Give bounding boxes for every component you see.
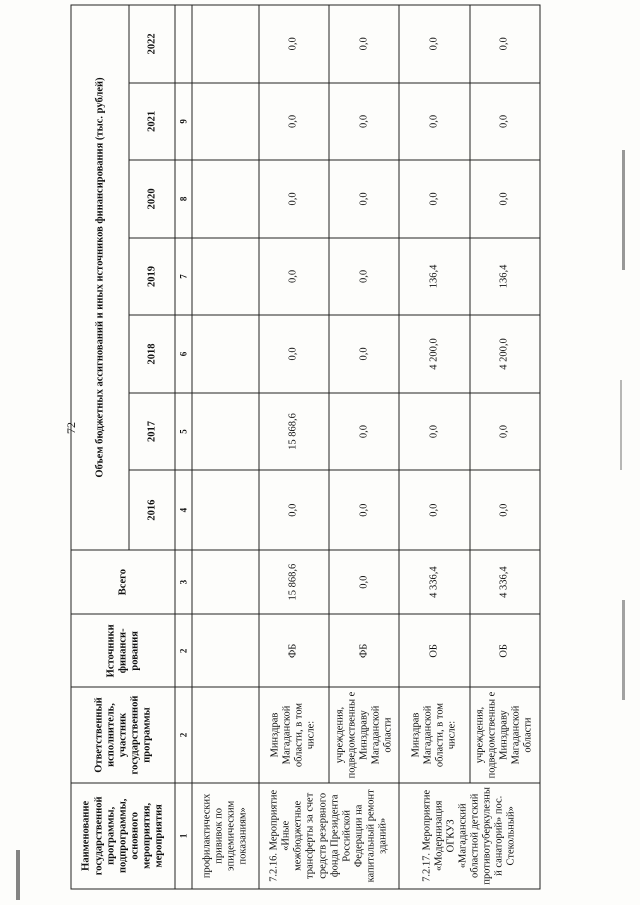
- scan-artifact: [622, 600, 625, 700]
- row-value: 0,0: [259, 160, 329, 238]
- column-number: 1: [175, 783, 192, 889]
- column-number: 4: [175, 470, 192, 550]
- row-value: [192, 5, 258, 83]
- column-number: 5: [175, 393, 192, 471]
- row-value: 0,0: [399, 470, 469, 550]
- column-number: [175, 5, 192, 83]
- row-total: 0,0: [329, 550, 399, 614]
- row-executor: Минздрав Магаданской области, в том числе:: [399, 687, 469, 782]
- row-value: 0,0: [329, 393, 399, 471]
- budget-table: [71, 5, 541, 890]
- header-year: 2021: [129, 83, 175, 161]
- row-value: 136,4: [470, 238, 540, 316]
- row-value: 0,0: [329, 160, 399, 238]
- budget-table-wrapper: [71, 5, 541, 890]
- scan-artifact: [16, 850, 20, 900]
- row-value: [192, 393, 258, 471]
- row-value: 0,0: [259, 5, 329, 83]
- row-value: [192, 238, 258, 316]
- table-row: [259, 5, 329, 889]
- row-source: ОБ: [470, 614, 540, 687]
- row-value: 0,0: [259, 83, 329, 161]
- column-number: 3: [175, 550, 192, 614]
- row-value: 0,0: [259, 315, 329, 393]
- header-source: Источники финанси-рования: [71, 614, 175, 687]
- scan-artifact: [620, 380, 622, 470]
- row-value: [192, 315, 258, 393]
- header-year: 2022: [129, 5, 175, 83]
- column-number: 2: [175, 687, 192, 782]
- column-number: 8: [175, 160, 192, 238]
- row-value: 0,0: [399, 83, 469, 161]
- row-value: 4 200,0: [470, 315, 540, 393]
- column-number-row: [175, 5, 192, 889]
- row-value: 4 200,0: [399, 315, 469, 393]
- table-row: [470, 5, 540, 889]
- table-row: [399, 5, 469, 889]
- row-value: 0,0: [329, 5, 399, 83]
- row-value: 0,0: [399, 160, 469, 238]
- page-number: 72: [64, 422, 78, 434]
- table-row: [329, 5, 399, 889]
- row-value: 0,0: [329, 83, 399, 161]
- row-executor: учреждения, подведомственны е Минздраву Магаданской области: [329, 687, 399, 782]
- row-value: [192, 83, 258, 161]
- row-value: 0,0: [329, 470, 399, 550]
- column-number: 2: [175, 614, 192, 687]
- row-source: [192, 614, 258, 687]
- table-row: [192, 5, 258, 889]
- row-executor: учреждения, подведомственны е Минздраву Магаданской области: [470, 687, 540, 782]
- row-name: 7.2.16. Мероприятие «Иные межбюджетные трансферты за счет средств резервного фонда Президента Российской Федерации на капитальный ремонт зданий»: [259, 783, 400, 889]
- row-value: 0,0: [399, 5, 469, 83]
- scan-artifact: [622, 150, 625, 270]
- row-value: 15 868,6: [259, 393, 329, 471]
- row-total: [192, 550, 258, 614]
- header-year: 2019: [129, 238, 175, 316]
- header-executor: Ответственный исполнитель, участник государственной программы: [71, 687, 175, 782]
- header-year: 2017: [129, 393, 175, 471]
- row-total: 4 336,4: [399, 550, 469, 614]
- row-total: 15 868,6: [259, 550, 329, 614]
- row-value: 0,0: [329, 238, 399, 316]
- row-executor: [192, 687, 258, 782]
- row-executor: Минздрав Магаданской области, в том числе:: [259, 687, 329, 782]
- row-value: 0,0: [329, 315, 399, 393]
- row-value: 136,4: [399, 238, 469, 316]
- row-value: [192, 160, 258, 238]
- header-name: Наименование государственной программы, подпрограммы, основного мероприятия, мероприятия: [71, 783, 175, 889]
- row-source: ОБ: [399, 614, 469, 687]
- row-value: 0,0: [259, 238, 329, 316]
- header-year: 2018: [129, 315, 175, 393]
- header-group: Объем бюджетных ассигнований и иных источников финансирования (тыс. рублей): [71, 5, 129, 550]
- row-name: профилактических прививок по эпидемическим показаниям»: [192, 783, 258, 889]
- column-number: 7: [175, 238, 192, 316]
- column-number: 6: [175, 315, 192, 393]
- row-value: 0,0: [470, 160, 540, 238]
- row-value: 0,0: [470, 5, 540, 83]
- header-year: 2016: [129, 470, 175, 550]
- row-name: 7.2.17. Мероприятие «Модернизация ОГКУЗ «Магаданский областной детский противотуберкулезны й санаторий» пос. Стекольный»: [399, 783, 540, 889]
- header-total: Всего: [71, 550, 175, 614]
- row-value: 0,0: [470, 83, 540, 161]
- row-value: [192, 470, 258, 550]
- row-value: 0,0: [470, 393, 540, 471]
- header-year: 2020: [129, 160, 175, 238]
- row-value: 0,0: [399, 393, 469, 471]
- row-source: ФБ: [329, 614, 399, 687]
- column-number: 9: [175, 83, 192, 161]
- row-value: 0,0: [470, 470, 540, 550]
- row-value: 0,0: [259, 470, 329, 550]
- row-source: ФБ: [259, 614, 329, 687]
- row-total: 4 336,4: [470, 550, 540, 614]
